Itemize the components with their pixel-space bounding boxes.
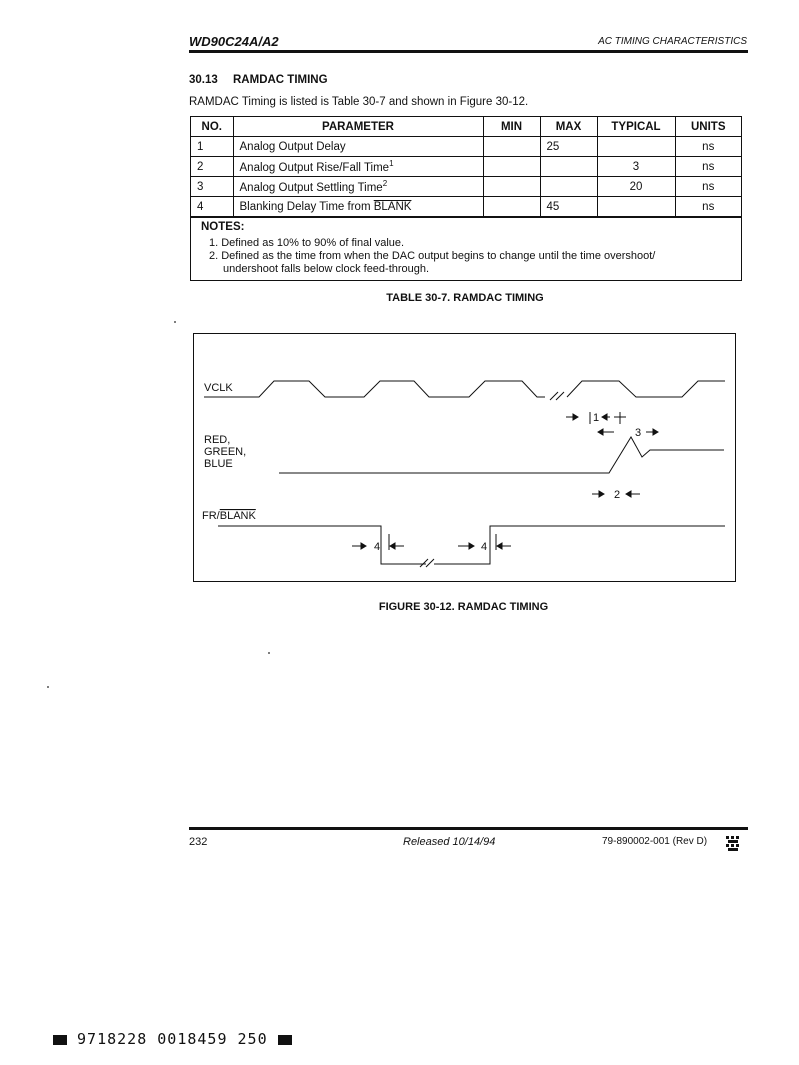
arrow-4a-right bbox=[390, 543, 404, 549]
scan-speck bbox=[268, 652, 270, 654]
cell-typical bbox=[597, 137, 675, 157]
cell-min bbox=[483, 197, 540, 217]
marker-1: 1 bbox=[593, 412, 600, 424]
cell-no: 4 bbox=[191, 197, 233, 217]
scan-speck bbox=[47, 686, 49, 688]
cell-min bbox=[483, 177, 540, 197]
arrow-2-left bbox=[592, 491, 604, 497]
cell-parameter: Blanking Delay Time from BLANK bbox=[233, 197, 483, 217]
cell-no: 3 bbox=[191, 177, 233, 197]
col-header-typical: TYPICAL bbox=[597, 117, 675, 137]
company-logo-icon bbox=[725, 834, 741, 857]
arrow-2-right bbox=[626, 491, 640, 497]
arrow-3-right bbox=[646, 429, 658, 435]
vclk-waveform-2 bbox=[567, 381, 725, 397]
note-2-continued: undershoot falls below clock feed-through. bbox=[223, 263, 430, 275]
footnote-ref: 1 bbox=[389, 159, 394, 169]
cell-max: 45 bbox=[540, 197, 597, 217]
table-row bbox=[191, 157, 741, 177]
blank-break-mark bbox=[420, 559, 434, 567]
marker-4b: 4 bbox=[481, 541, 488, 553]
document-number: 79-890002-001 (Rev D) bbox=[602, 836, 708, 847]
header-section-title: AC TIMING CHARACTERISTICS bbox=[598, 36, 747, 47]
blank-signal-name: BLANK bbox=[373, 200, 412, 213]
vclk-waveform bbox=[204, 381, 545, 397]
arrow-1-right bbox=[602, 414, 626, 420]
cell-min bbox=[483, 137, 540, 157]
rgb-waveform bbox=[279, 437, 724, 473]
arrow-1-left bbox=[566, 414, 578, 420]
cell-parameter: Analog Output Rise/Fall Time$^1$ bbox=[233, 157, 483, 177]
table-row bbox=[191, 177, 741, 197]
footer-rule bbox=[189, 827, 748, 830]
marker-2: 2 bbox=[614, 489, 621, 501]
rgb-label-red: RED, bbox=[204, 434, 231, 446]
rgb-label-blue: BLUE bbox=[204, 458, 233, 470]
cell-max: 25 bbox=[540, 137, 597, 157]
cell-units: ns bbox=[675, 197, 741, 217]
col-header-max: MAX bbox=[540, 117, 597, 137]
cell-max bbox=[540, 177, 597, 197]
cell-min bbox=[483, 157, 540, 177]
marker-4a: 4 bbox=[374, 541, 381, 553]
timing-diagram bbox=[193, 333, 736, 582]
timing-table bbox=[190, 116, 742, 281]
cell-typical bbox=[597, 197, 675, 217]
section-heading bbox=[189, 74, 328, 86]
release-date: Released 10/14/94 bbox=[403, 836, 496, 848]
note-1: 1. Defined as 10% to 90% of final value. bbox=[209, 237, 405, 249]
cell-parameter: Analog Output Settling Time$^2$ bbox=[233, 177, 483, 197]
table-notes bbox=[191, 217, 741, 280]
section-title: RAMDAC TIMING bbox=[233, 74, 328, 86]
barcode-block-icon bbox=[53, 1035, 67, 1045]
scan-speck bbox=[174, 321, 176, 323]
col-header-units: UNITS bbox=[675, 117, 741, 137]
scan-barcode bbox=[53, 1030, 292, 1048]
col-header-parameter: PARAMETER bbox=[233, 117, 483, 137]
marker-3: 3 bbox=[635, 427, 642, 439]
barcode-block-icon bbox=[278, 1035, 292, 1045]
arrow-4b-left bbox=[458, 543, 474, 549]
cell-parameter: Analog Output Delay bbox=[233, 137, 483, 157]
notes-heading: NOTES: bbox=[201, 221, 245, 233]
table-caption: TABLE 30-7. RAMDAC TIMING bbox=[386, 292, 544, 304]
cell-units: ns bbox=[675, 157, 741, 177]
cell-typical: 20 bbox=[597, 177, 675, 197]
page-number: 232 bbox=[189, 836, 208, 848]
cell-no: 1 bbox=[191, 137, 233, 157]
arrow-3-left bbox=[598, 429, 614, 435]
table-row bbox=[191, 197, 741, 217]
arrow-4b-right bbox=[497, 543, 511, 549]
vclk-label: VCLK bbox=[204, 382, 233, 394]
col-header-min: MIN bbox=[483, 117, 540, 137]
cell-units: ns bbox=[675, 177, 741, 197]
table-header-row bbox=[191, 117, 741, 137]
footnote-ref: 2 bbox=[382, 179, 388, 189]
frblank-label: FR/BLANK bbox=[202, 510, 256, 522]
header-doc-id: WD90C24A/A2 bbox=[189, 34, 279, 49]
frblank-waveform-2 bbox=[434, 526, 725, 564]
col-header-no: NO. bbox=[191, 117, 233, 137]
cell-typical: 3 bbox=[597, 157, 675, 177]
section-number: 30.13 bbox=[189, 74, 218, 86]
cell-no: 2 bbox=[191, 157, 233, 177]
section-intro: RAMDAC Timing is listed is Table 30-7 and shown in Figure 30-12. bbox=[189, 96, 529, 108]
arrow-4a-left bbox=[352, 543, 366, 549]
rgb-label-green: GREEN, bbox=[204, 446, 247, 458]
header-rule bbox=[189, 50, 748, 53]
figure-caption: FIGURE 30-12. RAMDAC TIMING bbox=[378, 601, 549, 613]
barcode-text: 9718228 0018459 250 bbox=[77, 1030, 268, 1048]
cell-units: ns bbox=[675, 137, 741, 157]
table-row bbox=[191, 137, 741, 157]
cell-max bbox=[540, 157, 597, 177]
note-2: 2. Defined as the time from when the DAC output begins to change until the time overshoot/ bbox=[209, 250, 656, 262]
vclk-break-mark bbox=[550, 392, 564, 400]
